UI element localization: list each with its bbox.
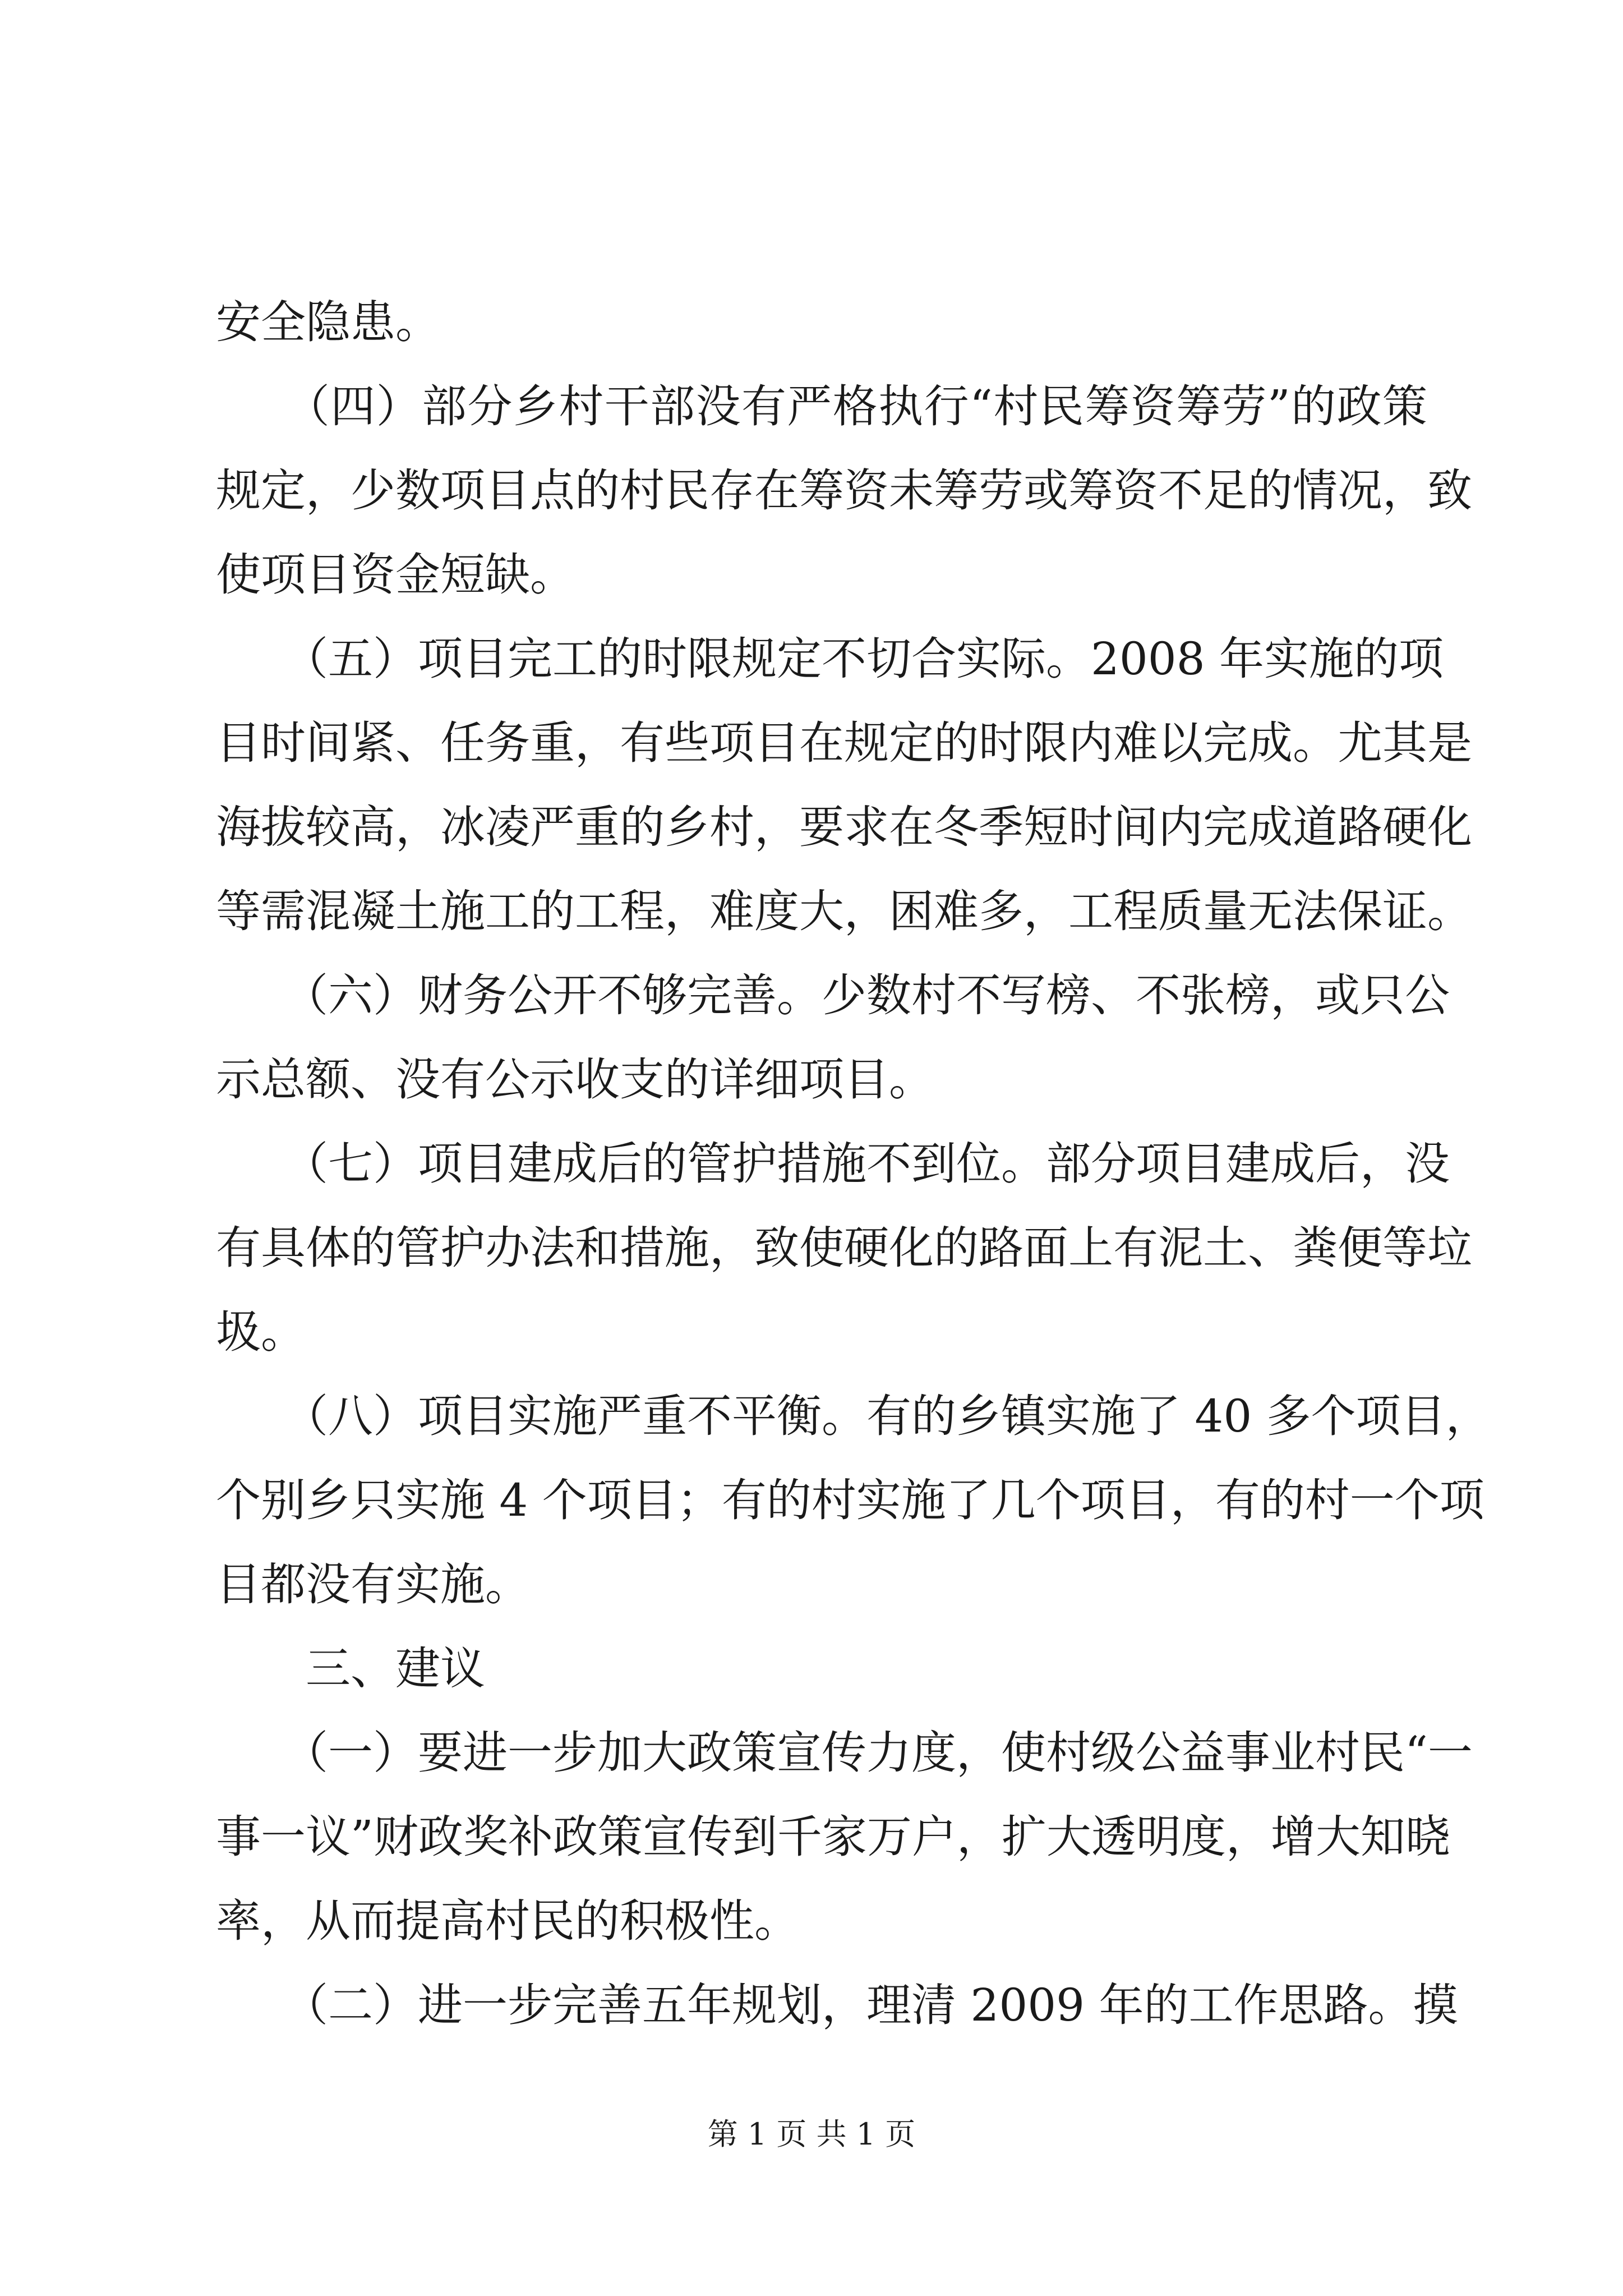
text-line: 目都没有实施。 [216,1558,530,1611]
text-line: （八）项目实施严重不平衡。有的乡镇实施了 40 多个项目， [216,1390,1491,1442]
text-line: 安全隐患。 [216,296,440,348]
section-heading: 三、建议 [216,1642,485,1695]
text-line: （五）项目完工的时限规定不切合实际。2008 年实施的项 [216,633,1444,685]
text-line: 使项目资金短缺。 [216,549,575,601]
text-line: （二）进一步完善五年规划，理清 2009 年的工作思路。摸 [216,1979,1458,2031]
text-line: 目时间紧、任务重，有些项目在规定的时限内难以完成。尤其是 [216,717,1472,769]
page-footer: 第 1 页 共 1 页 [707,2116,916,2152]
text-line: 圾。 [216,1306,306,1358]
text-line: 规定，少数项目点的村民存在筹资未筹劳或筹资不足的情况，致 [216,464,1472,517]
text-line: 有具体的管护办法和措施，致使硬化的路面上有泥土、粪便等垃 [216,1222,1472,1274]
text-line: （一）要进一步加大政策宣传力度，使村级公益事业村民“一 [216,1727,1473,1779]
text-line: 事一议”财政奖补政策宣传到千家万户，扩大透明度，增大知晓 [216,1811,1450,1863]
document-body [216,280,1491,2047]
text-line: 海拔较高，冰凌严重的乡村，要求在冬季短时间内完成道路硬化 [216,801,1472,853]
text-line: 个别乡只实施 4 个项目；有的村实施了几个项目，有的村一个项 [216,1474,1484,1526]
text-line: 示总额、没有公示收支的详细项目。 [216,1053,934,1106]
text-line: （六）财务公开不够完善。少数村不写榜、不张榜，或只公 [216,969,1450,1022]
text-line: 率，从而提高村民的积极性。 [216,1895,799,1947]
text-line: （四）部分乡村干部没有严格执行“村民筹资筹劳”的政策 [216,380,1427,432]
text-line: 等需混凝土施工的工程，难度大，困难多，工程质量无法保证。 [216,885,1472,937]
text-line: （七）项目建成后的管护措施不到位。部分项目建成后，没 [216,1138,1450,1190]
